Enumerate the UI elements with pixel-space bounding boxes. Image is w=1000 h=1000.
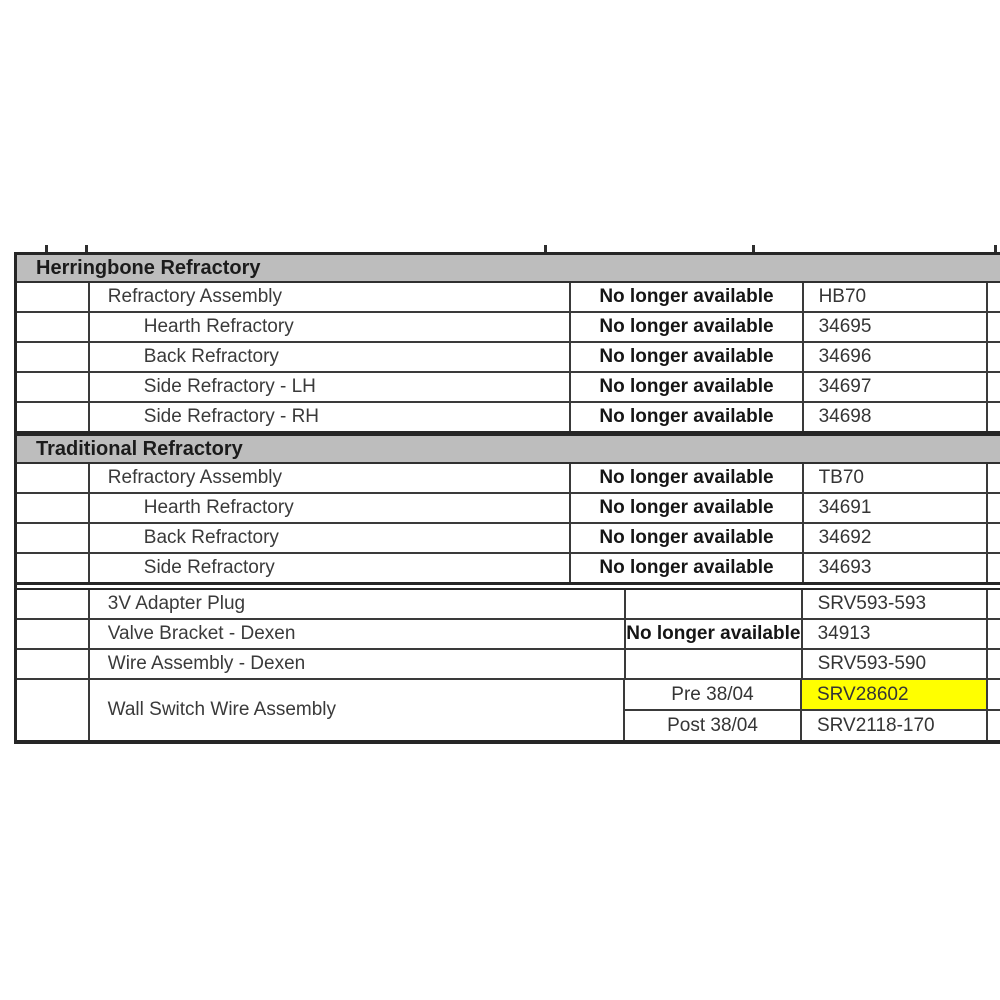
column-tick <box>544 245 547 252</box>
right-edge-cell <box>988 373 1000 401</box>
left-margin-cell <box>17 313 90 341</box>
part-description-cell: Refractory Assembly <box>90 464 572 492</box>
part-description-cell: Side Refractory - RH <box>90 403 572 431</box>
availability-cell: No longer available <box>571 313 803 341</box>
table-bottom-border <box>17 740 1000 744</box>
availability-cell: No longer available <box>571 494 803 522</box>
availability-cell: No longer available <box>571 373 803 401</box>
part-row <box>17 494 1000 524</box>
part-row <box>17 373 1000 403</box>
left-margin-cell <box>17 620 90 648</box>
right-edge-cell <box>988 464 1000 492</box>
right-edge-cell <box>988 313 1000 341</box>
part-description-cell: Back Refractory <box>90 524 572 552</box>
part-number-cell: 34693 <box>804 554 988 582</box>
section-header-herringbone <box>17 255 1000 283</box>
part-number-cell: 34913 <box>803 620 988 648</box>
part-row <box>17 343 1000 373</box>
part-row <box>17 554 1000 582</box>
part-description-cell: Wire Assembly - Dexen <box>90 650 626 678</box>
part-number-cell: 34691 <box>804 494 988 522</box>
variant-note-cell: Post 38/04 <box>625 711 802 740</box>
note-cell <box>626 650 802 678</box>
left-margin-cell <box>17 373 90 401</box>
highlighted-part-number-cell: SRV28602 <box>802 680 988 709</box>
right-edge-cell <box>988 403 1000 431</box>
parts-table <box>14 245 1000 744</box>
right-edge-cell <box>988 620 1000 648</box>
availability-cell: No longer available <box>571 554 803 582</box>
part-number-cell: 34697 <box>804 373 988 401</box>
part-number-cell: HB70 <box>804 283 988 311</box>
availability-cell: No longer available <box>571 283 803 311</box>
availability-cell: No longer available <box>571 343 803 371</box>
left-margin-cell <box>17 343 90 371</box>
parts-table-body <box>14 252 1000 744</box>
column-tick <box>85 245 88 252</box>
section-header-traditional <box>17 436 1000 464</box>
left-margin-cell <box>17 283 90 311</box>
part-number-cell: SRV593-590 <box>803 650 988 678</box>
right-edge-cell <box>988 680 1000 709</box>
left-margin-cell <box>17 590 90 618</box>
right-edge-cell <box>988 343 1000 371</box>
part-row <box>17 313 1000 343</box>
cutoff-row-above <box>14 245 1000 252</box>
column-tick <box>994 245 997 252</box>
part-row <box>17 524 1000 554</box>
variant-row <box>625 711 1000 740</box>
section-title: Herringbone Refractory <box>36 256 261 279</box>
part-number-cell: 34698 <box>804 403 988 431</box>
part-description-cell: Valve Bracket - Dexen <box>90 620 626 648</box>
availability-cell: No longer available <box>571 403 803 431</box>
right-edge-cell <box>988 494 1000 522</box>
part-description-cell: Hearth Refractory <box>90 313 572 341</box>
part-row-wall-switch <box>17 680 1000 740</box>
left-margin-cell <box>17 464 90 492</box>
part-description-cell: Back Refractory <box>90 343 572 371</box>
part-number-cell: SRV593-593 <box>803 590 988 618</box>
note-cell <box>626 590 802 618</box>
column-tick <box>752 245 755 252</box>
column-tick <box>45 245 48 252</box>
part-description-cell: Side Refractory - LH <box>90 373 572 401</box>
left-margin-cell <box>17 403 90 431</box>
left-margin-cell <box>17 554 90 582</box>
part-row <box>17 403 1000 431</box>
variant-note-cell: Pre 38/04 <box>625 680 802 709</box>
right-edge-cell <box>988 524 1000 552</box>
variant-rows <box>625 680 1000 740</box>
part-description-cell: 3V Adapter Plug <box>90 590 626 618</box>
part-row <box>17 464 1000 494</box>
part-row <box>17 590 1000 620</box>
part-number-cell: 34692 <box>804 524 988 552</box>
right-edge-cell <box>988 590 1000 618</box>
left-margin-cell <box>17 494 90 522</box>
left-margin-cell <box>17 680 90 740</box>
section-title: Traditional Refractory <box>36 437 243 460</box>
right-edge-cell <box>988 650 1000 678</box>
part-row <box>17 620 1000 650</box>
left-margin-cell <box>17 650 90 678</box>
part-description-cell: Hearth Refractory <box>90 494 572 522</box>
right-edge-cell <box>988 554 1000 582</box>
availability-cell: No longer available <box>571 524 803 552</box>
part-description-cell: Side Refractory <box>90 554 572 582</box>
part-description-cell: Refractory Assembly <box>90 283 572 311</box>
part-number-cell: SRV2118-170 <box>802 711 988 740</box>
availability-cell: No longer available <box>571 464 803 492</box>
part-description-cell: Wall Switch Wire Assembly <box>90 680 625 740</box>
right-edge-cell <box>988 711 1000 740</box>
part-number-cell: 34696 <box>804 343 988 371</box>
availability-cell: No longer available <box>626 620 802 648</box>
variant-row <box>625 680 1000 711</box>
left-margin-cell <box>17 524 90 552</box>
part-number-cell: TB70 <box>804 464 988 492</box>
part-row <box>17 283 1000 313</box>
part-number-cell: 34695 <box>804 313 988 341</box>
right-edge-cell <box>988 283 1000 311</box>
part-row <box>17 650 1000 680</box>
